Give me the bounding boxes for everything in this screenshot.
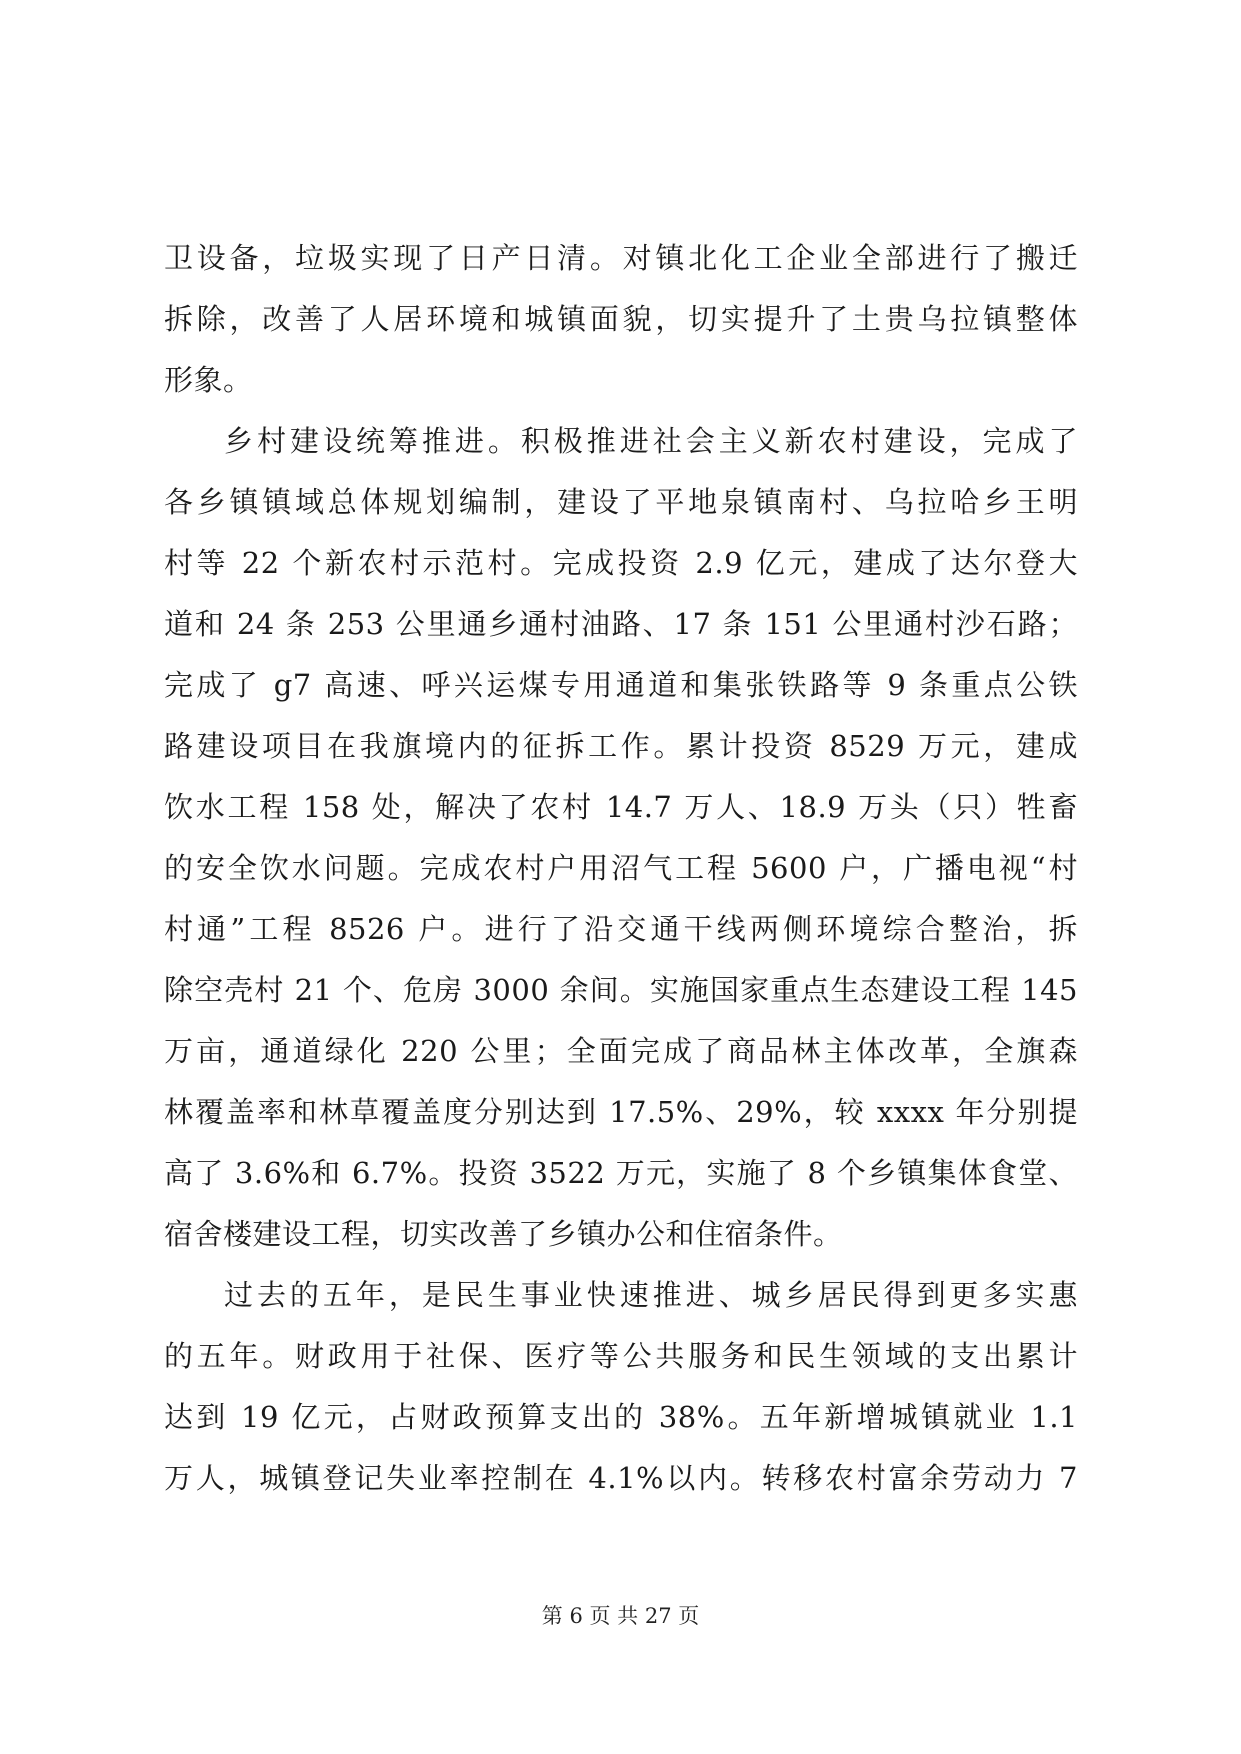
paragraph-line: 路建设项目在我旗境内的征拆工作。累计投资 8529 万元，建成 xyxy=(164,729,1078,763)
paragraph-line: 拆除，改善了人居环境和城镇面貌，切实提升了土贵乌拉镇整体 xyxy=(164,302,1078,336)
paragraph-line: 达到 19 亿元，占财政预算支出的 38%。五年新增城镇就业 1.1 xyxy=(164,1400,1078,1434)
paragraph-first-line: 卫设备，垃圾实现了日产日清。对镇北化工企业全部进行了搬迁 xyxy=(164,241,1078,275)
page-footer: 第 6 页 共 27 页 xyxy=(541,1604,700,1628)
paragraph-line: 林覆盖率和林草覆盖度分别达到 17.5%、29%，较 xxxx 年分别提 xyxy=(164,1095,1078,1129)
paragraph-line: 村等 22 个新农村示范村。完成投资 2.9 亿元，建成了达尔登大 xyxy=(164,546,1078,580)
paragraph-line: 万人，城镇登记失业率控制在 4.1%以内。转移农村富余劳动力 7 xyxy=(164,1461,1078,1495)
paragraph-line: 各乡镇镇域总体规划编制，建设了平地泉镇南村、乌拉哈乡王明 xyxy=(164,485,1078,519)
paragraph-line: 的安全饮水问题。完成农村户用沼气工程 5600 户，广播电视“村 xyxy=(164,851,1078,885)
paragraph-first-line: 乡村建设统筹推进。积极推进社会主义新农村建设，完成了 xyxy=(224,424,1078,458)
paragraph-line: 的五年。财政用于社保、医疗等公共服务和民生领域的支出累计 xyxy=(164,1339,1078,1373)
paragraph-line: 完成了 g7 高速、呼兴运煤专用通道和集张铁路等 9 条重点公铁 xyxy=(164,668,1078,702)
paragraph-line: 村通”工程 8526 户。进行了沿交通干线两侧环境综合整治，拆 xyxy=(164,912,1078,946)
paragraph-line: 形象。 xyxy=(164,363,253,397)
paragraph-line: 除空壳村 21 个、危房 3000 余间。实施国家重点生态建设工程 145 xyxy=(164,973,1078,1007)
paragraph-line: 道和 24 条 253 公里通乡通村油路、17 条 151 公里通村沙石路； xyxy=(164,607,1078,641)
paragraph-first-line: 过去的五年，是民生事业快速推进、城乡居民得到更多实惠 xyxy=(224,1278,1078,1312)
paragraph-line: 高了 3.6%和 6.7%。投资 3522 万元，实施了 8 个乡镇集体食堂、 xyxy=(164,1156,1078,1190)
document-body xyxy=(164,228,1078,1509)
paragraph-line: 饮水工程 158 处，解决了农村 14.7 万人、18.9 万头（只）牲畜 xyxy=(164,790,1078,824)
paragraph-line: 万亩，通道绿化 220 公里；全面完成了商品林主体改革，全旗森 xyxy=(164,1034,1078,1068)
paragraph-line: 宿舍楼建设工程，切实改善了乡镇办公和住宿条件。 xyxy=(164,1217,843,1251)
